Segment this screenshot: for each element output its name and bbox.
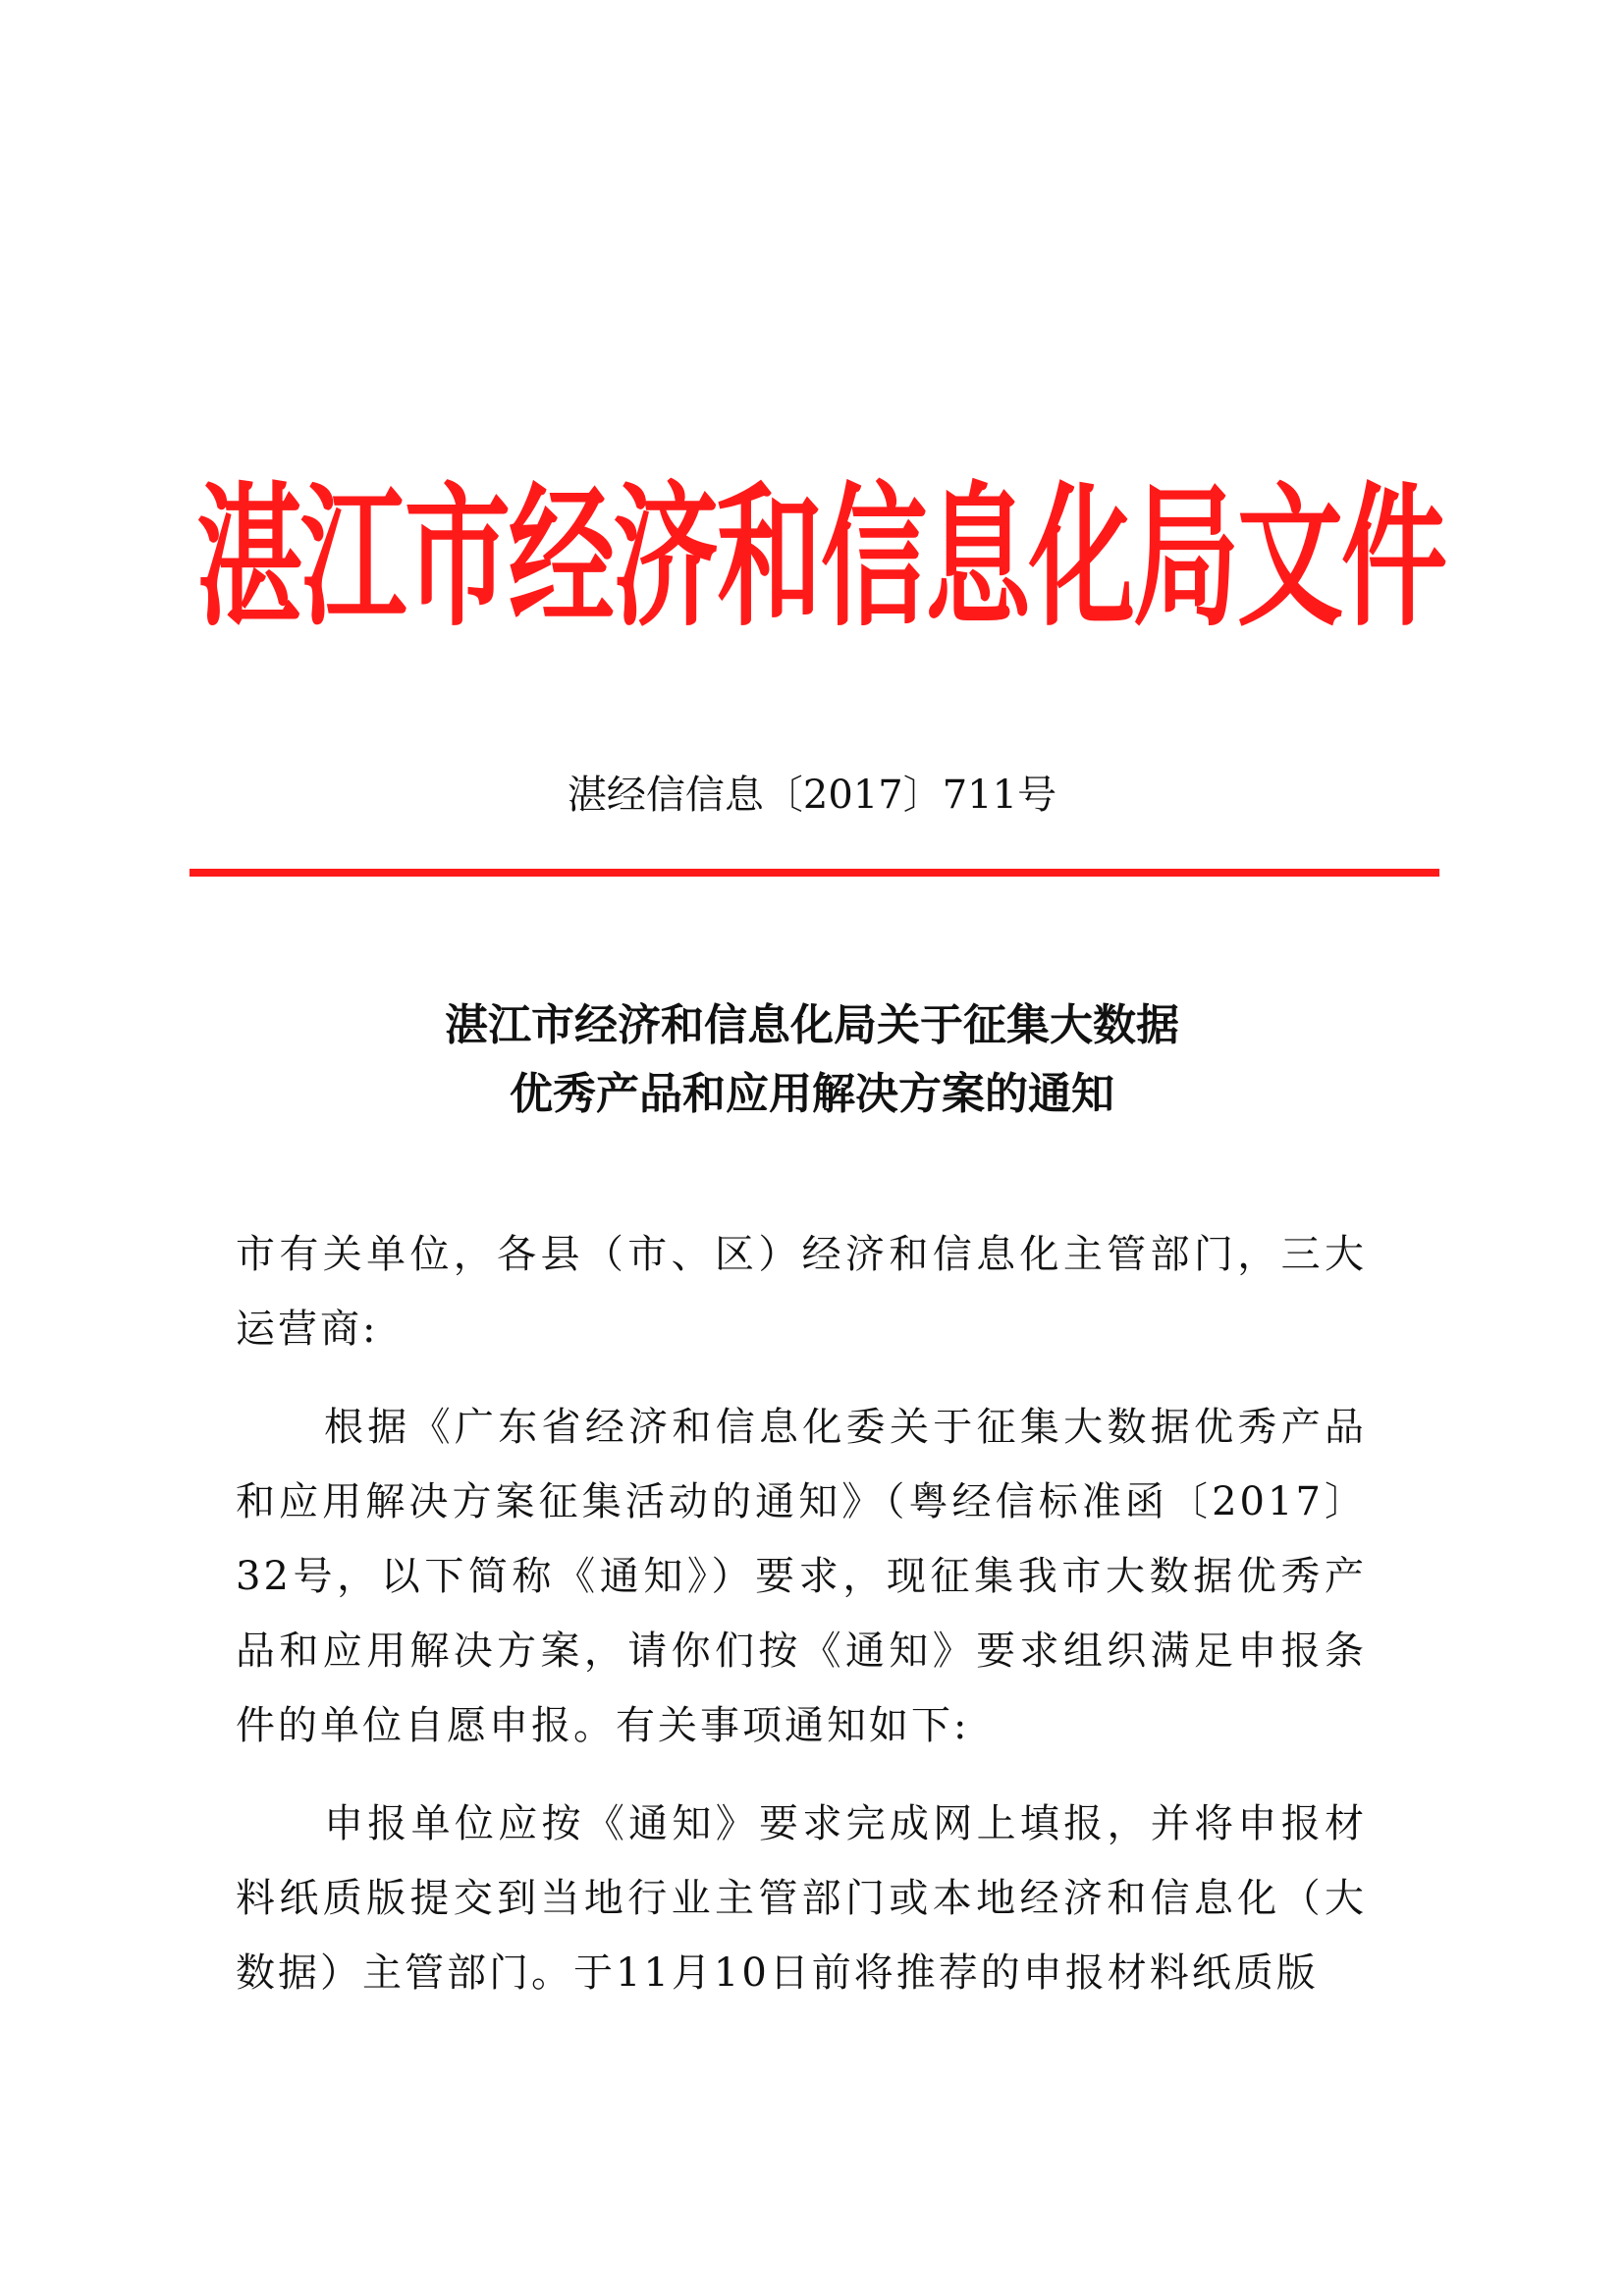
addressee-paragraph: 市有关单位，各县（市、区）经济和信息化主管部门，三大运营商: <box>236 1232 1367 1352</box>
body-paragraph-1: 根据《广东省经济和信息化委关于征集大数据优秀产品和应用解决方案征集活动的通知》（粤经信标准函〔2017〕32号，以下简称《通知》）要求，现征集我市大数据优秀产品和应用解决方案，请你们按《通知》要求组织满足申报条件的单位自愿申报。有关事项通知如下: <box>236 1405 1367 1748</box>
masthead-title: 湛江市经济和信息化局文件 <box>196 469 1446 648</box>
notice-title-line-2: 优秀产品和应用解决方案的通知 <box>510 1069 1114 1119</box>
red-divider-line <box>189 869 1439 877</box>
document-number: 湛经信信息〔2017〕711号 <box>567 773 1057 818</box>
notice-body <box>236 1217 1367 2010</box>
body-paragraph-2: 申报单位应按《通知》要求完成网上填报，并将申报材料纸质版提交到当地行业主管部门或本地经济和信息化（大数据）主管部门。于11月10日前将推荐的申报材料纸质版 <box>236 1801 1367 1996</box>
notice-title-line-1: 湛江市经济和信息化局关于征集大数据 <box>445 1000 1179 1050</box>
notice-title <box>196 991 1428 1129</box>
